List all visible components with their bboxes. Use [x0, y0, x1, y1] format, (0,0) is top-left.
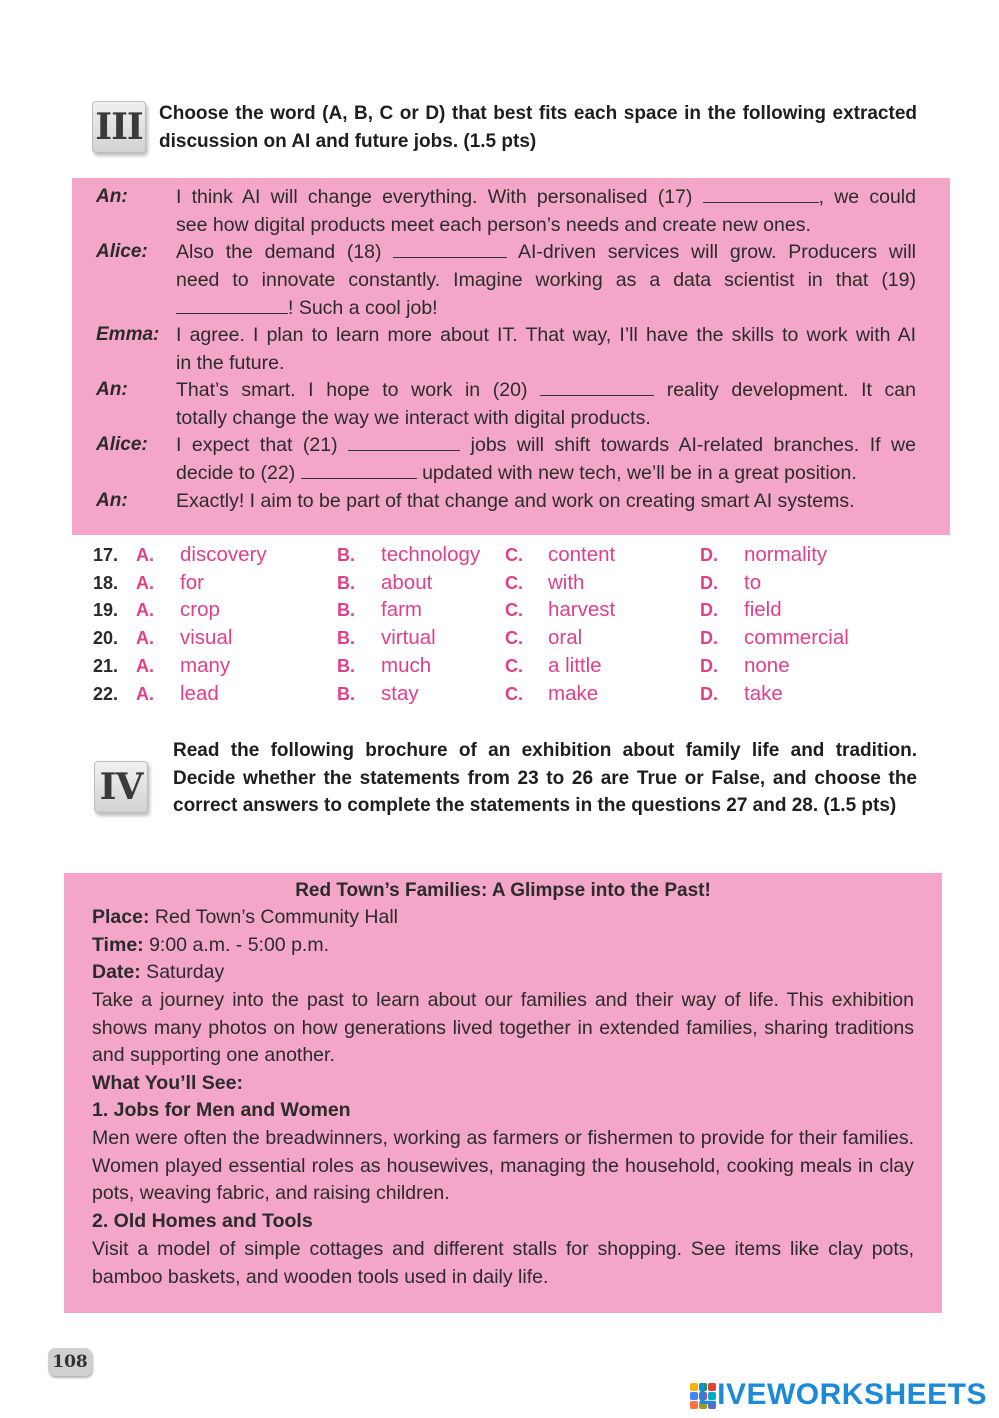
question-number: 18.	[93, 572, 119, 593]
brochure-title: Red Town’s Families: A Glimpse into the Past!	[295, 880, 711, 901]
answer-blank-20[interactable]	[540, 379, 654, 396]
dialogue-line: in the future.	[176, 352, 285, 374]
option-letter[interactable]: A.	[136, 628, 154, 649]
speaker-label: Alice:	[96, 241, 148, 262]
question-row	[0, 626, 999, 654]
dialogue-text: AI-driven services will grow. Producers will	[507, 241, 916, 263]
what-you-see-heading: What You’ll See:	[92, 1072, 243, 1094]
question-number: 19.	[93, 600, 119, 621]
option-letter[interactable]: B.	[337, 545, 355, 565]
question-row	[0, 682, 999, 710]
option-text[interactable]: discovery	[180, 543, 267, 566]
date-value: Saturday	[140, 961, 225, 983]
option-letter[interactable]: B.	[337, 600, 355, 621]
speaker-label: An:	[96, 186, 128, 207]
brochure-date	[92, 959, 914, 987]
question-number: 21.	[93, 655, 119, 676]
item-2-text: Visit a model of simple cottages and different stalls for shopping. See items like clay pots, bamboo baskets, and wooden tools used in daily life.	[92, 1238, 914, 1288]
option-text[interactable]: field	[744, 598, 782, 622]
time-label: Time:	[92, 934, 144, 956]
question-row	[0, 598, 999, 626]
item-1-heading: 1. Jobs for Men and Women	[92, 1099, 351, 1121]
item-1-text: Men were often the breadwinners, working as farmers or fishermen to provide for their families. Women played essential roles as housewives, managing the household, cooking meals in clay pots, weaving fabric, and raising children.	[92, 1127, 914, 1205]
question-row	[0, 543, 999, 571]
option-text[interactable]: about	[381, 570, 433, 594]
speaker-label: Emma:	[96, 324, 160, 345]
option-text[interactable]: normality	[744, 543, 828, 566]
option-text[interactable]: crop	[180, 598, 220, 622]
brochure-time	[92, 932, 914, 960]
option-letter[interactable]: A.	[136, 600, 154, 621]
dialogue-text: I expect that (21)	[176, 434, 349, 456]
option-letter[interactable]: A.	[136, 572, 154, 593]
speaker-label: An:	[96, 379, 128, 400]
page-number: 108	[48, 1348, 92, 1376]
option-letter[interactable]: C.	[505, 600, 523, 621]
option-letter[interactable]: D.	[700, 655, 718, 676]
dialogue-line	[176, 184, 916, 212]
option-text[interactable]: take	[744, 681, 783, 705]
dialogue-line	[176, 239, 916, 267]
option-letter[interactable]: C.	[505, 655, 523, 676]
brochure-place	[92, 904, 914, 932]
place-label: Place:	[92, 906, 150, 928]
brochure-intro: Take a journey into the past to learn about our families and their way of life. This exhibition shows many photos on how generations lived together in extended families, sharing traditions and supporting one another.	[92, 989, 914, 1067]
question-row	[0, 654, 999, 682]
option-letter[interactable]: D.	[700, 628, 718, 649]
option-text[interactable]: none	[744, 653, 790, 677]
date-label: Date:	[92, 961, 141, 983]
dialogue-line	[176, 432, 916, 460]
option-letter[interactable]: D.	[700, 683, 718, 704]
dialogue-text: jobs will shift towards AI-related branches. If we	[460, 434, 916, 456]
option-text[interactable]: harvest	[548, 598, 616, 622]
option-letter[interactable]: B.	[337, 628, 355, 649]
option-letter[interactable]: D.	[700, 545, 718, 565]
option-text[interactable]: make	[548, 681, 599, 705]
answer-blank-19[interactable]	[176, 297, 288, 314]
dialogue-line: see how digital products meet each person’s needs and create new ones.	[176, 214, 811, 236]
dialogue-line: need to innovate constantly. Imagine working as a data scientist in that (19)	[176, 269, 916, 291]
dialogue-box	[72, 178, 950, 535]
dialogue-text: I think AI will change everything. With personalised (17)	[176, 186, 703, 208]
option-text[interactable]: content	[548, 543, 616, 566]
answer-blank-17[interactable]	[703, 186, 819, 203]
answer-blank-22[interactable]	[301, 462, 417, 479]
dialogue-line: totally change the way we interact with digital products.	[176, 407, 651, 429]
dialogue-line	[176, 295, 916, 323]
option-letter[interactable]: B.	[337, 683, 355, 704]
option-letter[interactable]: A.	[136, 655, 154, 676]
answer-blank-18[interactable]	[393, 241, 507, 258]
speaker-label: An:	[96, 490, 128, 511]
section-4-instruction: Read the following brochure of an exhibition about family life and tradition. Decide whether the statements from 23 to 26 are True or False, and choose the correct answers to complete the statements in the questions 27 and 28. (1.5 pts)	[173, 740, 917, 816]
option-letter[interactable]: C.	[505, 545, 523, 565]
option-letter[interactable]: C.	[505, 683, 523, 704]
item-2-heading: 2. Old Homes and Tools	[92, 1210, 313, 1232]
time-value: 9:00 a.m. - 5:00 p.m.	[143, 934, 329, 956]
answer-blank-21[interactable]	[348, 434, 460, 451]
option-text[interactable]: much	[381, 653, 432, 677]
question-number: 17.	[93, 545, 119, 565]
option-text[interactable]: to	[744, 570, 762, 594]
dialogue-line	[176, 460, 916, 488]
dialogue-line: I agree. I plan to learn more about IT. That way, I’ll have the skills to work with AI	[176, 324, 916, 346]
option-letter[interactable]: C.	[505, 572, 523, 593]
brand-name[interactable]: LIVEWORKSHEETS	[698, 1378, 987, 1411]
question-number: 20.	[93, 628, 119, 649]
section-3-instruction: Choose the word (A, B, C or D) that best fits each space in the following extracted discussion on AI and future jobs. (1.5 pts)	[159, 103, 917, 152]
dialogue-text: ! Such a cool job!	[288, 297, 438, 319]
section-4-badge: IV	[94, 761, 148, 813]
option-text[interactable]: visual	[180, 626, 233, 650]
option-text[interactable]: farm	[381, 598, 422, 622]
option-text[interactable]: a little	[548, 653, 602, 677]
place-value: Red Town’s Community Hall	[149, 906, 398, 928]
option-text[interactable]: virtual	[381, 626, 436, 650]
option-letter[interactable]: B.	[337, 572, 355, 593]
question-row	[0, 571, 999, 599]
option-letter[interactable]: D.	[700, 572, 718, 593]
dialogue-text: updated with new tech, we’ll be in a great position.	[416, 462, 857, 484]
option-text[interactable]: oral	[548, 626, 583, 650]
option-text[interactable]: commercial	[744, 626, 849, 650]
option-text[interactable]: stay	[381, 681, 419, 705]
option-text[interactable]: with	[548, 570, 585, 594]
brochure-box	[64, 873, 942, 1313]
option-letter[interactable]: D.	[700, 600, 718, 621]
dialogue-text: reality development. It can	[654, 379, 916, 401]
dialogue-text: decide to (22)	[176, 462, 301, 484]
option-text[interactable]: technology	[381, 543, 481, 566]
option-text[interactable]: lead	[180, 681, 219, 705]
option-letter[interactable]: B.	[337, 655, 355, 676]
option-text[interactable]: many	[180, 653, 231, 677]
dialogue-line: Exactly! I aim to be part of that change and work on creating smart AI systems.	[176, 490, 855, 512]
question-number: 22.	[93, 683, 119, 704]
option-letter[interactable]: A.	[136, 545, 154, 565]
dialogue-text: , we could	[818, 186, 916, 208]
section-3-badge: III	[92, 101, 146, 153]
option-letter[interactable]: A.	[136, 683, 154, 704]
speaker-label: Alice:	[96, 434, 148, 455]
dialogue-text: That’s smart. I hope to work in (20)	[176, 379, 541, 401]
option-text[interactable]: for	[180, 570, 204, 594]
dialogue-text: Also the demand (18)	[176, 241, 394, 263]
option-letter[interactable]: C.	[505, 628, 523, 649]
dialogue-line	[176, 377, 916, 405]
